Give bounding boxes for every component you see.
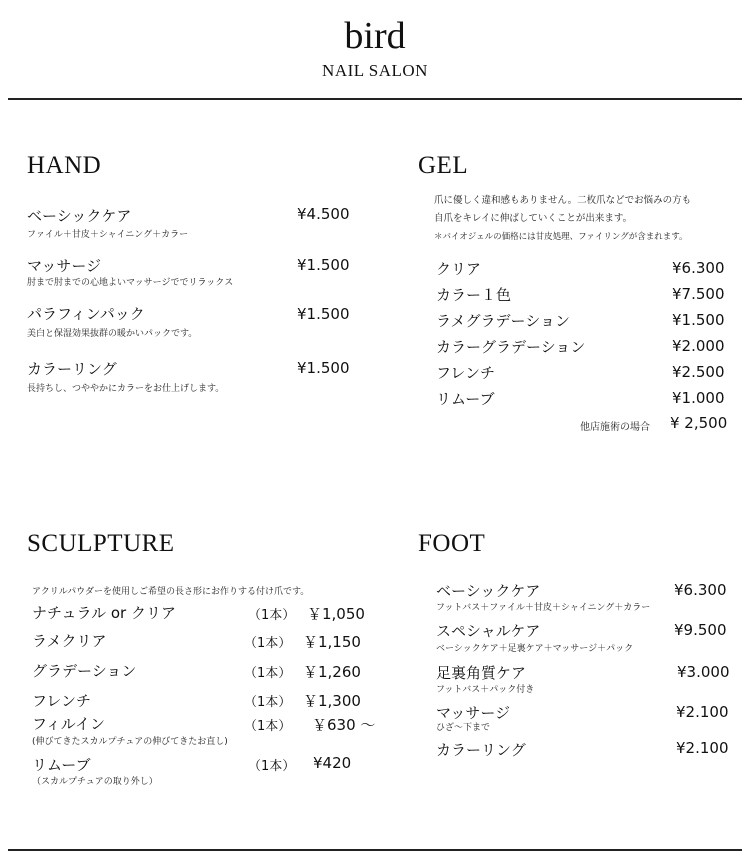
hand-item-desc: ファイル＋甘皮＋シャイニング＋カラー	[27, 230, 189, 240]
sculpture-item-name: ラメクリア	[32, 632, 107, 650]
foot-item-desc: フットバス＋ファイル＋甘皮＋シャイニング＋カラー	[436, 603, 651, 613]
bottom-divider	[8, 849, 742, 851]
gel-item-name: リムーブ	[436, 390, 495, 408]
foot-item-price: ¥3.000	[677, 663, 730, 681]
gel-item-name: カラー１色	[436, 286, 512, 304]
hand-item-price: ¥1.500	[297, 305, 350, 323]
foot-item-name: 足裏角質ケア	[436, 664, 527, 682]
sculpture-item-qty: （1本）	[248, 759, 296, 774]
sculpture-item-price: ￥1,050	[307, 605, 365, 623]
foot-item-price: ¥9.500	[674, 621, 727, 639]
foot-item-desc: フットバス＋パック付き	[436, 685, 535, 695]
sculpture-item-name: フィルイン	[32, 715, 106, 733]
gel-title: GEL	[418, 152, 469, 179]
foot-item-price: ¥6.300	[674, 581, 727, 599]
sculpture-item-price: ￥1,300	[303, 692, 361, 710]
hand-item-desc: 美白と保湿効果抜群の暖かいパックです。	[27, 329, 198, 339]
gel-item-name: カラーグラデーション	[436, 338, 586, 356]
sculpture-item-price: ¥420	[313, 754, 352, 772]
foot-item-name: カラーリング	[436, 741, 526, 759]
hand-item-desc: 肘まで肘までの心地よいマッサージででリラックス	[27, 278, 234, 288]
gel-item-name: クリア	[436, 260, 482, 278]
sculpture-note: アクリルパウダーを使用しご希望の長さ形にお作りする付け爪です。	[32, 587, 310, 597]
gel-other-label: 他店施術の場合	[580, 422, 650, 433]
hand-item-name: マッサージ	[27, 257, 102, 275]
foot-item-name: スペシャルケア	[436, 622, 541, 640]
gel-other-price: ¥ 2,500	[670, 414, 728, 432]
gel-item-price: ¥1.000	[672, 389, 725, 407]
gel-item-price: ¥2.000	[672, 337, 725, 355]
hand-item-name: カラーリング	[27, 360, 117, 378]
foot-title: FOOT	[418, 530, 486, 557]
hand-item-price: ¥1.500	[297, 256, 350, 274]
gel-item-name: ラメグラデーション	[436, 312, 570, 330]
sculpture-title: SCULPTURE	[27, 530, 175, 557]
foot-item-name: マッサージ	[436, 704, 511, 722]
sculpture-item-qty: （1本）	[244, 695, 292, 710]
sculpture-item-qty: （1本）	[244, 666, 292, 681]
sculpture-item-price: ￥1,260	[303, 663, 361, 681]
foot-item-desc: ベーシックケア＋足裏ケア＋マッサージ＋パック	[436, 644, 634, 654]
sculpture-item-qty: （1本）	[244, 719, 292, 734]
sculpture-item-name: ナチュラル or クリア	[32, 604, 176, 622]
sculpture-item-name: リムーブ	[32, 756, 91, 774]
sculpture-item-price: ￥1,150	[303, 633, 361, 651]
foot-item-price: ¥2.100	[676, 703, 729, 721]
salon-logo: bird	[344, 15, 406, 57]
hand-item-name: パラフィンパック	[27, 305, 145, 323]
sculpture-item-name: グラデーション	[32, 662, 137, 680]
gel-note: 爪に優しく違和感もありません。二枚爪などでお悩みの方も	[434, 195, 692, 206]
gel-item-price: ¥1.500	[672, 311, 725, 329]
foot-item-name: ベーシックケア	[436, 582, 541, 600]
gel-item-price: ¥6.300	[672, 259, 725, 277]
hand-item-name: ベーシックケア	[27, 207, 132, 225]
foot-item-desc: ひざ〜下まで	[436, 723, 491, 733]
gel-note: ＊バイオジェルの価格には甘皮処理、ファイリングが含まれます。	[434, 232, 688, 242]
foot-item-price: ¥2.100	[676, 739, 729, 757]
sculpture-item-qty: （1本）	[248, 608, 296, 623]
sculpture-item-desc: （スカルプチュアの取り外し）	[32, 777, 158, 787]
hand-title: HAND	[27, 152, 102, 179]
gel-item-price: ¥2.500	[672, 363, 725, 381]
gel-item-name: フレンチ	[436, 364, 496, 382]
hand-item-price: ¥1.500	[297, 359, 350, 377]
top-divider	[8, 98, 742, 100]
gel-item-price: ¥7.500	[672, 285, 725, 303]
gel-note: 自爪をキレイに伸ばしていくことが出来ます。	[434, 213, 633, 224]
hand-item-price: ¥4.500	[297, 205, 350, 223]
salon-subtitle: NAIL SALON	[322, 61, 428, 80]
sculpture-item-name: フレンチ	[32, 692, 92, 710]
sculpture-item-qty: （1本）	[244, 636, 292, 651]
sculpture-item-price: ￥630 〜	[312, 716, 376, 734]
sculpture-item-desc: (伸びてきたスカルプチュアの伸びてきたお直し)	[32, 737, 228, 747]
hand-item-desc: 長持ちし、つややかにカラーをお仕上げします。	[27, 384, 225, 394]
